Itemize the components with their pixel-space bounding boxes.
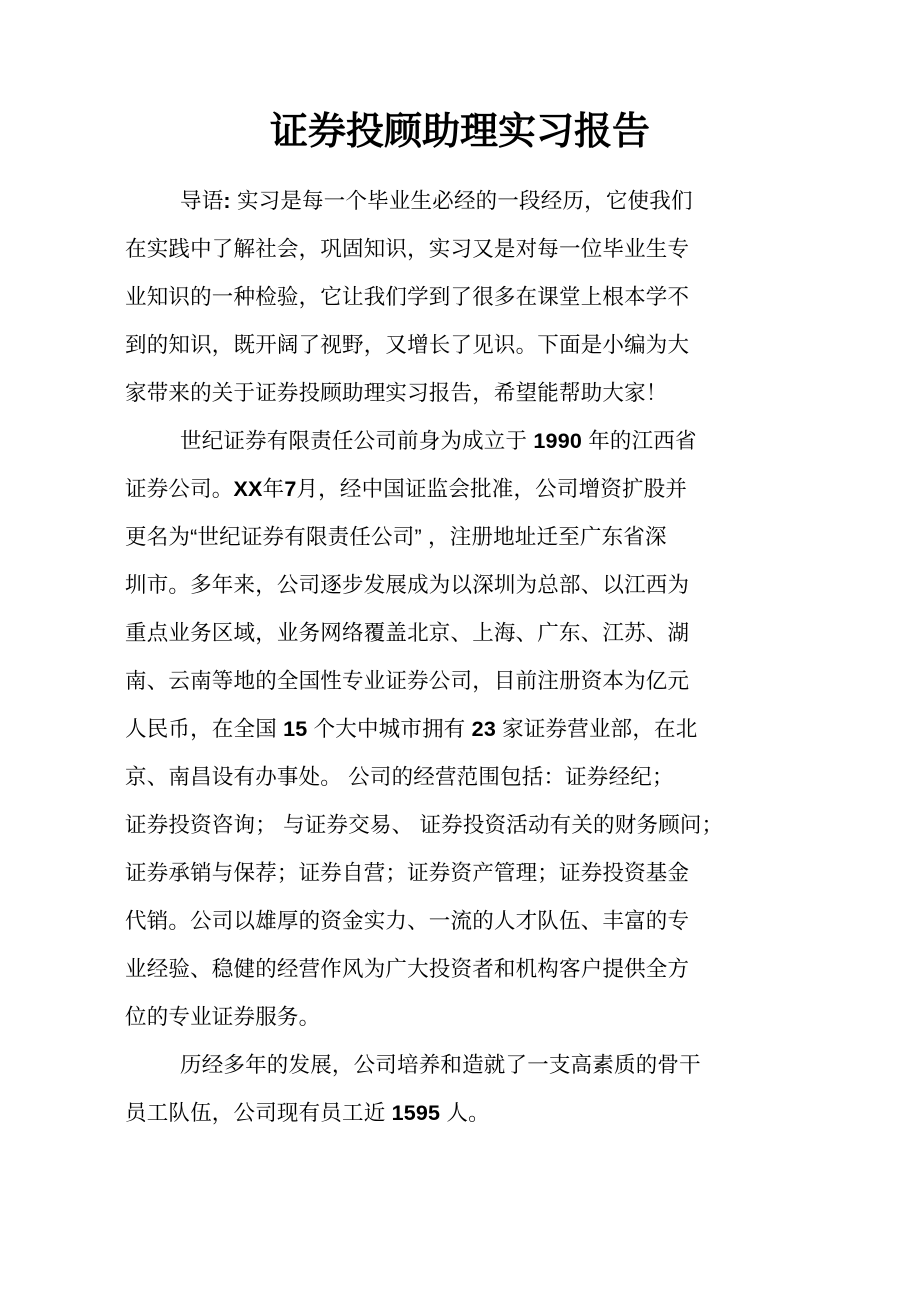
- text-run: 年的江西省: [582, 429, 697, 453]
- text-line: [125, 993, 830, 1041]
- text-run: 业经验、稳健的经营作风为广大投资者和机构客户提供全方: [125, 957, 690, 981]
- text-run: 人。: [440, 1101, 490, 1125]
- text-run: 实习是每一个毕业生必经的一段经历，它使我们: [230, 189, 693, 213]
- document-body: [0, 177, 920, 1137]
- text-line: [125, 513, 830, 561]
- text-run: 证券承销与保荐；证券自营；证券资产管理；证券投资基金: [125, 861, 690, 885]
- text-run: 到的知识，既开阔了视野，又增长了见识。下面是小编为大: [125, 333, 690, 357]
- text-run: 更名为“世纪证券有限责任公司” ，注册地址迁至广东省深: [125, 525, 667, 549]
- text-run: 世纪证券有限责任公司前身为成立于: [180, 429, 534, 453]
- text-line: [125, 609, 830, 657]
- text-run: 导语: [180, 189, 224, 213]
- text-line: [125, 753, 830, 801]
- text-run: 家证券营业部，在北: [495, 717, 698, 741]
- text-run: 代销。公司以雄厚的资金实力、一流的人才队伍、丰富的专: [125, 909, 690, 933]
- text-run: 业知识的一种检验，它让我们学到了很多在课堂上根本学不: [125, 285, 690, 309]
- text-run: 员工队伍，公司现有员工近: [125, 1101, 392, 1125]
- text-line: [125, 849, 830, 897]
- text-run: 人民币，在全国: [125, 717, 284, 741]
- bold-text-run: 23: [471, 717, 496, 741]
- paragraph: [125, 177, 830, 417]
- text-line: [125, 273, 830, 321]
- bold-text-run: 1990: [533, 429, 583, 453]
- text-run: 月，经中国证监会批准，公司增资扩股并: [296, 477, 688, 501]
- bold-text-run: :: [223, 189, 231, 213]
- text-line: [125, 897, 830, 945]
- paragraph: [125, 417, 830, 1041]
- text-line: [125, 321, 830, 369]
- bold-text-run: 1595: [391, 1101, 441, 1125]
- bold-text-run: 15: [283, 717, 308, 741]
- text-line: [125, 369, 830, 417]
- text-line: [125, 705, 830, 753]
- text-line: [125, 225, 830, 273]
- text-run: 重点业务区域，业务网络覆盖北京、上海、广东、江苏、湖: [125, 621, 690, 645]
- text-run: 证券公司。: [125, 477, 234, 501]
- text-run: 南、云南等地的全国性专业证券公司，目前注册资本为亿元: [125, 669, 690, 693]
- paragraph: [125, 1041, 830, 1137]
- document-title: 证券投顾助理实习报告: [269, 111, 650, 153]
- text-line: [125, 1089, 830, 1137]
- bold-text-run: 7: [284, 477, 297, 501]
- text-run: 京、南昌设有办事处。 公司的经营范围包括：证券经纪；: [125, 765, 674, 789]
- text-line: [125, 657, 830, 705]
- text-line: [125, 177, 830, 225]
- bold-text-run: XX: [233, 477, 263, 501]
- text-line: [125, 801, 830, 849]
- text-line: [125, 945, 830, 993]
- text-run: 历经多年的发展，公司培养和造就了一支高素质的骨干: [180, 1053, 701, 1077]
- text-line: [125, 465, 830, 513]
- text-run: 年: [262, 477, 285, 501]
- text-line: [125, 561, 830, 609]
- text-run: 在实践中了解社会，巩固知识，实习又是对每一位毕业生专: [125, 237, 690, 261]
- text-line: [125, 417, 830, 465]
- text-run: 位的专业证券服务。: [125, 1005, 321, 1029]
- text-run: 圳市。多年来，公司逐步发展成为以深圳为总部、以江西为: [125, 573, 690, 597]
- text-line: [125, 1041, 830, 1089]
- text-run: 个大中城市拥有: [307, 717, 472, 741]
- text-run: 家带来的关于证券投顾助理实习报告，希望能帮助大家！: [125, 381, 668, 405]
- text-run: 证券投资咨询； 与证券交易、 证券投资活动有关的财务顾问；: [125, 813, 724, 837]
